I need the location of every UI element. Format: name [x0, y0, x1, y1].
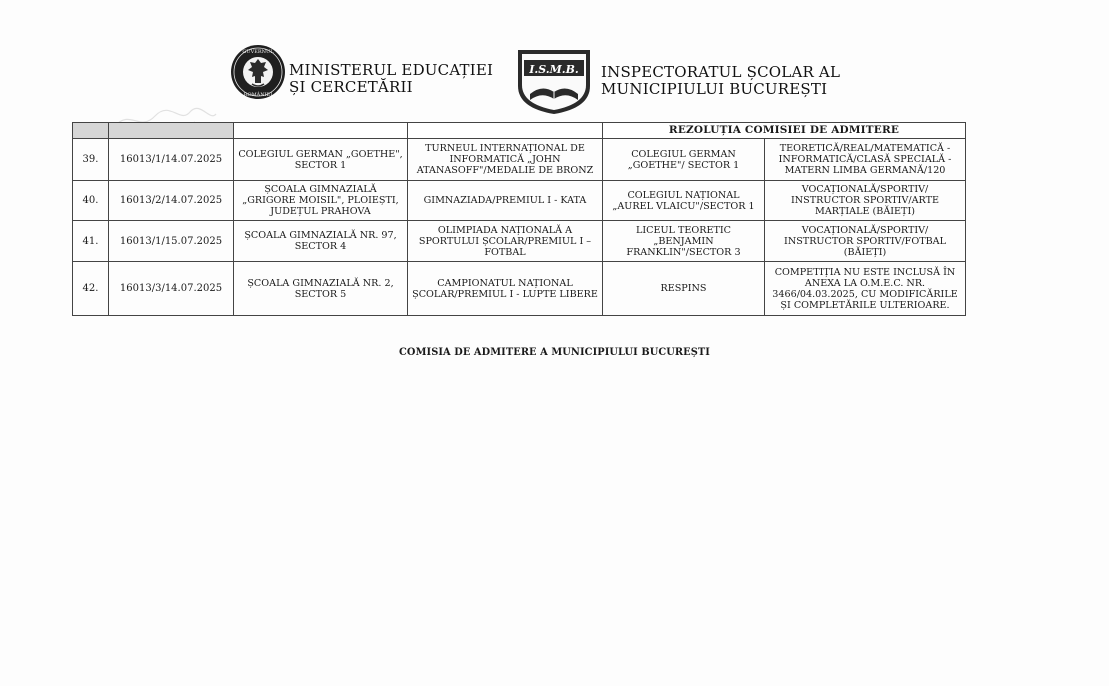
admission-profile: VOCAȚIONALĂ/SPORTIV/ INSTRUCTOR SPORTIV/FOTBAL (BĂIEȚI) — [765, 221, 966, 262]
header-cell-blank — [408, 123, 603, 139]
row-number: 40. — [73, 181, 109, 221]
inspectorate-title-line2: MUNICIPIULUI BUCUREȘTI — [601, 80, 828, 98]
ministry-title-line1: MINISTERUL EDUCAȚIEI — [289, 61, 494, 79]
admission-profile: TEORETICĂ/REAL/MATEMATICĂ - INFORMATICĂ/CLASĂ SPECIALĂ - MATERN LIMBA GERMANĂ/120 — [765, 139, 966, 181]
commission-signature-line: COMISIA DE ADMITERE A MUNICIPIULUI BUCUREȘTI — [399, 347, 710, 358]
commission-footer — [0, 340, 1109, 359]
admitted-school: COLEGIUL GERMAN „GOETHE"/ SECTOR 1 — [603, 139, 765, 181]
competition-award: GIMNAZIADA/PREMIUL I - KATA — [408, 181, 603, 221]
row-number: 39. — [73, 139, 109, 181]
origin-school: COLEGIUL GERMAN „GOETHE", SECTOR 1 — [234, 139, 408, 181]
svg-text:I.S.M.B.: I.S.M.B. — [529, 63, 579, 76]
table-row — [73, 139, 966, 181]
competition-award: OLIMPIADA NAȚIONALĂ A SPORTULUI ȘCOLAR/PREMIUL I – FOTBAL — [408, 221, 603, 262]
table-row — [73, 262, 966, 316]
origin-school: ȘCOALA GIMNAZIALĂ „GRIGORE MOISIL", PLOIEȘTI, JUDEȚUL PRAHOVA — [234, 181, 408, 221]
admitted-school: LICEUL TEORETIC „BENJAMIN FRANKLIN"/SECTOR 3 — [603, 221, 765, 262]
svg-text:ROMÂNIEI: ROMÂNIEI — [243, 92, 273, 98]
admitted-school: COLEGIUL NAȚIONAL „AUREL VLAICU"/SECTOR 1 — [603, 181, 765, 221]
header-cell-blank — [73, 123, 109, 139]
admitted-school: RESPINS — [603, 262, 765, 316]
ministry-title-line2: ȘI CERCETĂRII — [289, 78, 413, 96]
ismb-logo — [514, 46, 594, 116]
header-cell-blank — [109, 123, 234, 139]
header-cell-blank — [234, 123, 408, 139]
admission-profile: VOCAȚIONALĂ/SPORTIV/ INSTRUCTOR SPORTIV/ARTE MARȚIALE (BĂIEȚI) — [765, 181, 966, 221]
table-row — [73, 181, 966, 221]
registration-number: 16013/1/15.07.2025 — [109, 221, 234, 262]
svg-text:GUVERNUL: GUVERNUL — [242, 49, 274, 55]
competition-award: CAMPIONATUL NAȚIONAL ȘCOLAR/PREMIUL I - LUPTE LIBERE — [408, 262, 603, 316]
competition-award: TURNEUL INTERNAȚIONAL DE INFORMATICĂ „JOHN ATANASOFF"/MEDALIE DE BRONZ — [408, 139, 603, 181]
admission-profile: COMPETIȚIA NU ESTE INCLUSĂ ÎN ANEXA LA O.M.E.C. NR. 3466/04.03.2025, CU MODIFICĂRILE ȘI COMPLETĂRILE ULTERIOARE. — [765, 262, 966, 316]
government-seal-logo — [230, 44, 286, 100]
origin-school: ȘCOALA GIMNAZIALĂ NR. 2, SECTOR 5 — [234, 262, 408, 316]
inspectorate-title — [601, 64, 840, 98]
table-header-row — [73, 123, 966, 139]
inspectorate-title-line1: INSPECTORATUL ȘCOLAR AL — [601, 63, 841, 81]
ministry-title — [289, 62, 493, 96]
admission-results-table — [72, 122, 966, 316]
registration-number: 16013/3/14.07.2025 — [109, 262, 234, 316]
registration-number: 16013/1/14.07.2025 — [109, 139, 234, 181]
table-row — [73, 221, 966, 262]
registration-number: 16013/2/14.07.2025 — [109, 181, 234, 221]
origin-school: ȘCOALA GIMNAZIALĂ NR. 97, SECTOR 4 — [234, 221, 408, 262]
row-number: 41. — [73, 221, 109, 262]
document-header — [0, 44, 1109, 116]
resolution-header: REZOLUȚIA COMISIEI DE ADMITERE — [603, 123, 966, 139]
row-number: 42. — [73, 262, 109, 316]
